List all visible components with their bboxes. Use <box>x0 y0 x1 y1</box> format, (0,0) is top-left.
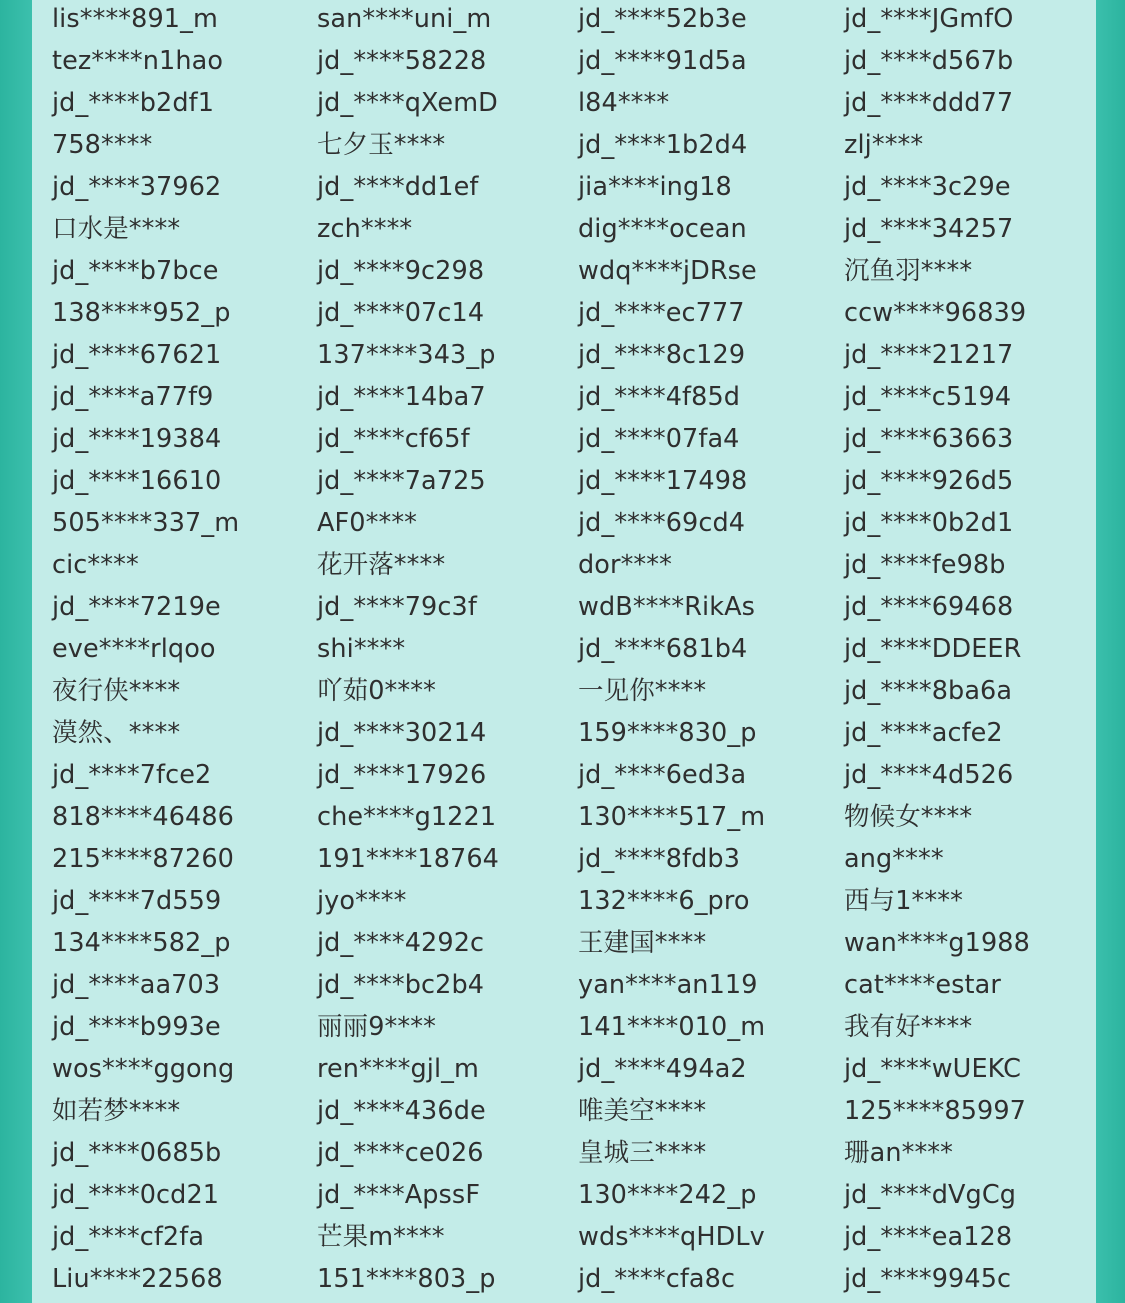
masked-username: che****g1221 <box>317 802 497 832</box>
name-row <box>52 670 1062 712</box>
masked-username: 125****85997 <box>844 1096 1026 1126</box>
masked-username: jd_****0cd21 <box>52 1180 220 1210</box>
masked-username: jd_****7d559 <box>52 886 222 916</box>
masked-username: 西与1**** <box>844 886 963 916</box>
masked-username: jd_****7a725 <box>317 466 486 496</box>
masked-username: jd_****79c3f <box>317 592 477 622</box>
masked-username: dor**** <box>578 550 672 580</box>
masked-username: 花开落**** <box>317 550 446 580</box>
name-row <box>52 1048 1062 1090</box>
masked-username: jd_****9c298 <box>317 256 485 286</box>
masked-username: jd_****926d5 <box>844 466 1014 496</box>
masked-username: jd_****3c29e <box>844 172 1011 202</box>
name-row <box>52 0 1062 40</box>
masked-username: jd_****8ba6a <box>844 676 1013 706</box>
masked-username: jd_****b2df1 <box>52 88 215 118</box>
masked-username: 口水是**** <box>52 214 181 244</box>
masked-username: jd_****17926 <box>317 760 487 790</box>
masked-username: jd_****9945c <box>844 1264 1012 1294</box>
masked-username: san****uni_m <box>317 4 492 34</box>
masked-username: jd_****DDEER <box>844 634 1022 664</box>
masked-username: jd_****7219e <box>52 592 221 622</box>
masked-username: 151****803_p <box>317 1264 496 1294</box>
name-row <box>52 880 1062 922</box>
name-row <box>52 544 1062 586</box>
masked-username: 漠然、**** <box>52 718 181 748</box>
masked-username: jd_****wUEKC <box>844 1054 1021 1084</box>
masked-username: jd_****dd1ef <box>317 172 479 202</box>
masked-username: 唯美空**** <box>578 1096 707 1126</box>
masked-username: jd_****8c129 <box>578 340 746 370</box>
masked-username: jd_****34257 <box>844 214 1014 244</box>
masked-username: 珊an**** <box>844 1138 953 1168</box>
masked-username: cat****estar <box>844 970 1001 1000</box>
name-row <box>52 124 1062 166</box>
masked-username: jd_****67621 <box>52 340 222 370</box>
masked-username: jd_****436de <box>317 1096 486 1126</box>
masked-username: jd_****30214 <box>317 718 487 748</box>
masked-username: ang**** <box>844 844 944 874</box>
masked-username: 141****010_m <box>578 1012 766 1042</box>
masked-username: 一见你**** <box>578 676 707 706</box>
masked-username: jd_****ddd77 <box>844 88 1014 118</box>
name-row <box>52 1090 1062 1132</box>
masked-username: shi**** <box>317 634 406 664</box>
masked-username: 芒果m**** <box>317 1222 445 1252</box>
masked-username: jd_****ApssF <box>317 1180 481 1210</box>
masked-username: jd_****cf65f <box>317 424 470 454</box>
masked-username: jd_****58228 <box>317 46 487 76</box>
masked-username: 我有好**** <box>844 1012 973 1042</box>
username-list <box>52 0 1062 1303</box>
name-row <box>52 82 1062 124</box>
name-row <box>52 250 1062 292</box>
masked-username: wos****ggong <box>52 1054 235 1084</box>
masked-username: 130****242_p <box>578 1180 757 1210</box>
masked-username: jia****ing18 <box>578 172 732 202</box>
masked-username: 505****337_m <box>52 508 240 538</box>
masked-username: 丽丽9**** <box>317 1012 436 1042</box>
masked-username: 130****517_m <box>578 802 766 832</box>
masked-username: 132****6_pro <box>578 886 750 916</box>
name-row <box>52 964 1062 1006</box>
masked-username: 138****952_p <box>52 298 231 328</box>
masked-username: jd_****69468 <box>844 592 1014 622</box>
masked-username: l84**** <box>578 88 670 118</box>
masked-username: jd_****c5194 <box>844 382 1012 412</box>
masked-username: zch**** <box>317 214 413 244</box>
name-row <box>52 418 1062 460</box>
masked-username: jd_****cfa8c <box>578 1264 736 1294</box>
masked-username: jd_****acfe2 <box>844 718 1003 748</box>
masked-username: 物候女**** <box>844 802 973 832</box>
masked-username: wan****g1988 <box>844 928 1030 958</box>
name-row <box>52 376 1062 418</box>
masked-username: jd_****4292c <box>317 928 485 958</box>
masked-username: 夜行侠**** <box>52 676 181 706</box>
masked-username: tez****n1hao <box>52 46 224 76</box>
masked-username: jd_****4d526 <box>844 760 1014 790</box>
name-row <box>52 502 1062 544</box>
masked-username: jd_****6ed3a <box>578 760 747 790</box>
name-row <box>52 460 1062 502</box>
name-row <box>52 1258 1062 1300</box>
masked-username: cic**** <box>52 550 139 580</box>
name-row <box>52 586 1062 628</box>
masked-username: wds****qHDLv <box>578 1222 765 1252</box>
masked-username: jd_****0b2d1 <box>844 508 1014 538</box>
masked-username: jd_****fe98b <box>844 550 1006 580</box>
masked-username: 七夕玉**** <box>317 130 446 160</box>
masked-username: jd_****1b2d4 <box>578 130 748 160</box>
masked-username: 215****87260 <box>52 844 234 874</box>
masked-username: jd_****37962 <box>52 172 222 202</box>
masked-username: jd_****ea128 <box>844 1222 1013 1252</box>
masked-username: jd_****a77f9 <box>52 382 214 412</box>
masked-username: wdB****RikAs <box>578 592 756 622</box>
name-row <box>52 40 1062 82</box>
name-row <box>52 1006 1062 1048</box>
masked-username: wdq****jDRse <box>578 256 757 286</box>
masked-username: 吖茹0**** <box>317 676 436 706</box>
name-row <box>52 838 1062 880</box>
name-row <box>52 1216 1062 1258</box>
name-row <box>52 712 1062 754</box>
masked-username: yan****an119 <box>578 970 758 1000</box>
masked-username: jyo**** <box>317 886 407 916</box>
name-row <box>52 208 1062 250</box>
name-row <box>52 1174 1062 1216</box>
masked-username: Liu****22568 <box>52 1264 223 1294</box>
name-row <box>52 796 1062 838</box>
masked-username: jd_****ec777 <box>578 298 745 328</box>
masked-username: AF0**** <box>317 508 418 538</box>
masked-username: ren****gjl_m <box>317 1054 479 1084</box>
masked-username: jd_****0685b <box>52 1138 222 1168</box>
masked-username: dig****ocean <box>578 214 747 244</box>
masked-username: jd_****bc2b4 <box>317 970 485 1000</box>
masked-username: jd_****494a2 <box>578 1054 747 1084</box>
name-row <box>52 166 1062 208</box>
masked-username: jd_****91d5a <box>578 46 747 76</box>
masked-username: ccw****96839 <box>844 298 1027 328</box>
masked-username: jd_****07c14 <box>317 298 485 328</box>
masked-username: 137****343_p <box>317 340 496 370</box>
masked-username: 沉鱼羽**** <box>844 256 973 286</box>
masked-username: jd_****4f85d <box>578 382 741 412</box>
masked-username: jd_****7fce2 <box>52 760 212 790</box>
masked-username: 皇城三**** <box>578 1138 707 1168</box>
name-row <box>52 1132 1062 1174</box>
masked-username: 818****46486 <box>52 802 234 832</box>
masked-username: lis****891_m <box>52 4 218 34</box>
masked-username: eve****rlqoo <box>52 634 216 664</box>
masked-username: 王建国**** <box>578 928 707 958</box>
masked-username: jd_****d567b <box>844 46 1014 76</box>
masked-username: 758**** <box>52 130 153 160</box>
masked-username: 159****830_p <box>578 718 757 748</box>
name-row <box>52 922 1062 964</box>
name-row <box>52 754 1062 796</box>
masked-username: jd_****8fdb3 <box>578 844 741 874</box>
masked-username: jd_****14ba7 <box>317 382 486 412</box>
masked-username: jd_****07fa4 <box>578 424 740 454</box>
masked-username: jd_****b7bce <box>52 256 219 286</box>
masked-username: jd_****21217 <box>844 340 1014 370</box>
masked-username: jd_****52b3e <box>578 4 747 34</box>
masked-username: 191****18764 <box>317 844 499 874</box>
masked-username: jd_****cf2fa <box>52 1222 205 1252</box>
name-row <box>52 628 1062 670</box>
masked-username: jd_****17498 <box>578 466 748 496</box>
masked-username: jd_****dVgCg <box>844 1180 1017 1210</box>
masked-username: jd_****19384 <box>52 424 222 454</box>
name-row <box>52 334 1062 376</box>
masked-username: jd_****681b4 <box>578 634 748 664</box>
masked-username: jd_****16610 <box>52 466 222 496</box>
masked-username: jd_****aa703 <box>52 970 221 1000</box>
name-row <box>52 292 1062 334</box>
masked-username: 134****582_p <box>52 928 231 958</box>
masked-username: jd_****63663 <box>844 424 1014 454</box>
masked-username: jd_****JGmfO <box>844 4 1014 34</box>
masked-username: zlj**** <box>844 130 924 160</box>
masked-username: jd_****ce026 <box>317 1138 484 1168</box>
masked-username: jd_****69cd4 <box>578 508 746 538</box>
masked-username: jd_****qXemD <box>317 88 498 118</box>
masked-username: jd_****b993e <box>52 1012 221 1042</box>
masked-username: 如若梦**** <box>52 1096 181 1126</box>
